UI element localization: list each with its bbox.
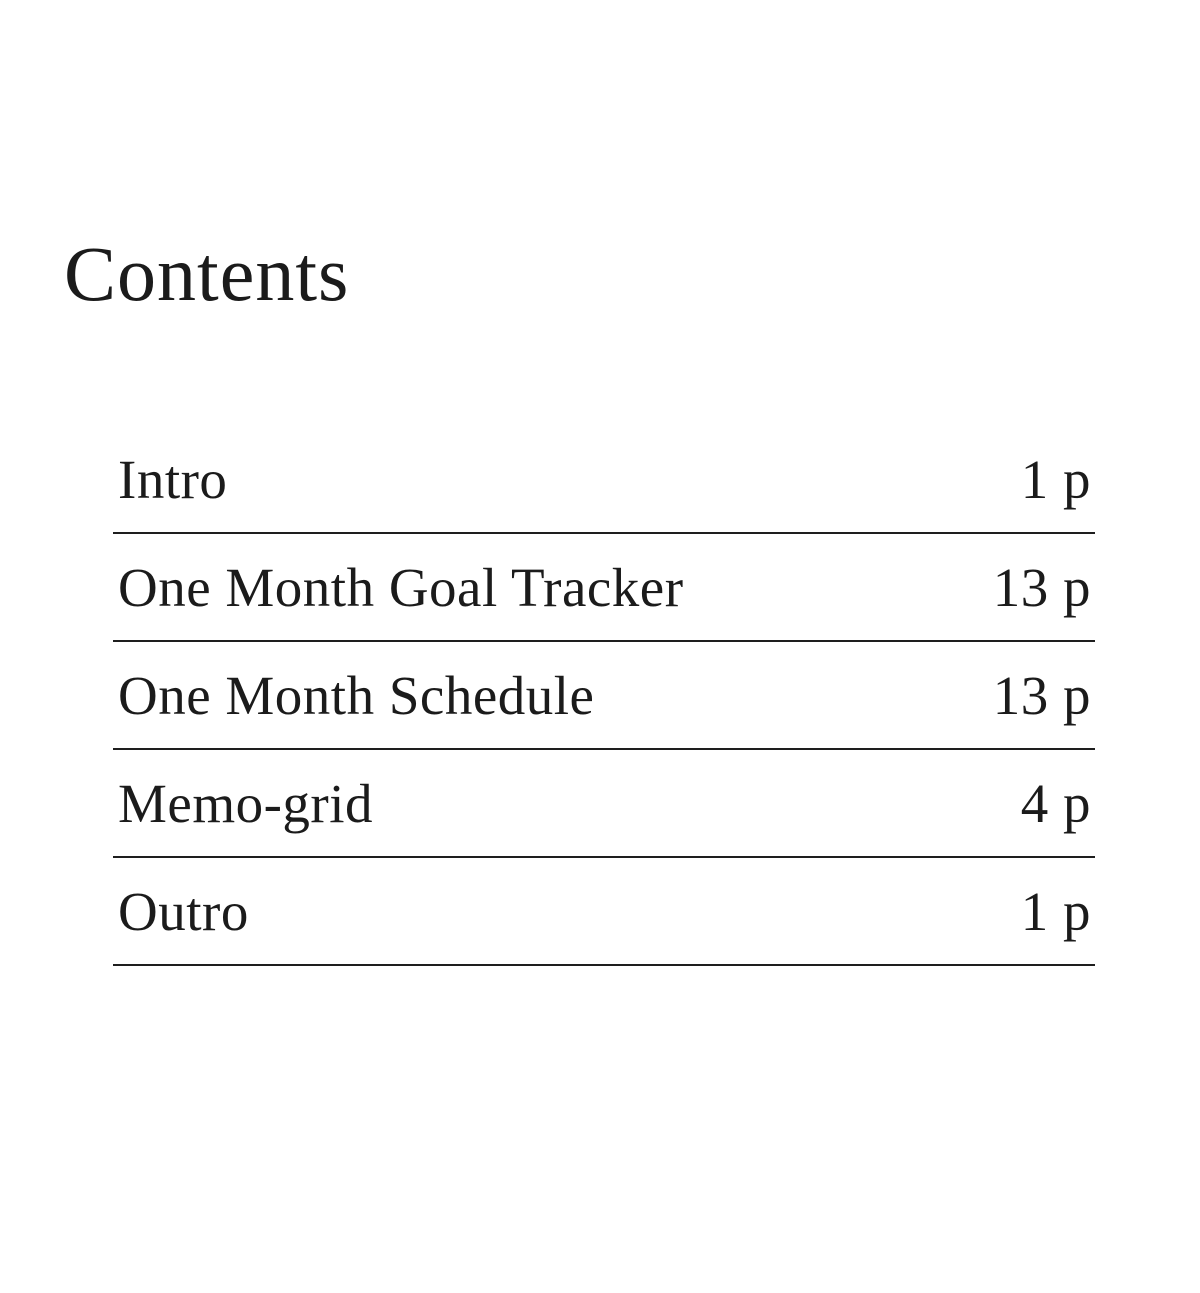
- toc-entry-page-count: 1 p: [1020, 880, 1091, 942]
- toc-entry-page-count: 13 p: [992, 664, 1091, 726]
- toc-entry-label: Memo-grid: [118, 772, 374, 834]
- toc-entry-page-count: 13 p: [992, 556, 1091, 618]
- toc-row-intro[interactable]: [113, 426, 1095, 534]
- toc-entry-label: Intro: [118, 448, 228, 510]
- toc-row-memo-grid[interactable]: [113, 750, 1095, 858]
- toc-row-one-month-goal-tracker[interactable]: [113, 534, 1095, 642]
- toc-entry-label: One Month Schedule: [118, 664, 595, 726]
- toc-entry-label: Outro: [118, 880, 249, 942]
- toc-entry-label: One Month Goal Tracker: [118, 556, 684, 618]
- toc-entry-page-count: 4 p: [1020, 772, 1091, 834]
- table-of-contents: [113, 426, 1095, 966]
- page-title: Contents: [64, 230, 350, 317]
- toc-row-outro[interactable]: [113, 858, 1095, 966]
- toc-entry-page-count: 1 p: [1020, 448, 1091, 510]
- toc-row-one-month-schedule[interactable]: [113, 642, 1095, 750]
